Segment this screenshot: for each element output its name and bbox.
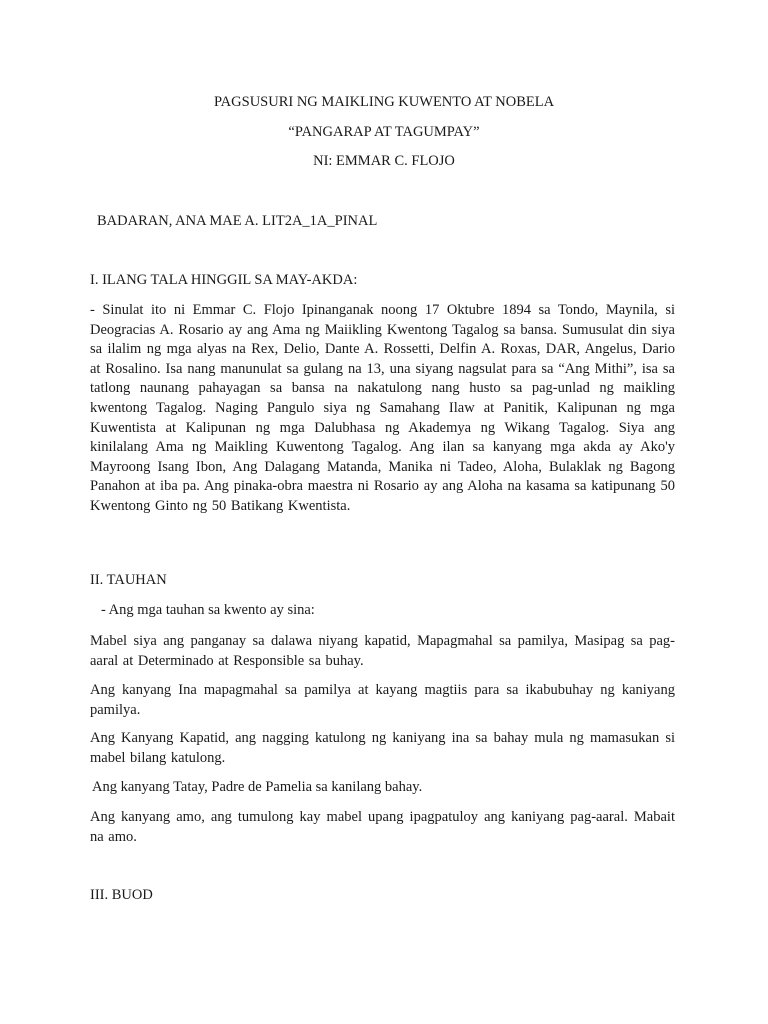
section-heading-characters: II. TAUHAN: [90, 572, 167, 588]
student-line: BADARAN, ANA MAE A. LIT2A_1A_PINAL: [97, 213, 378, 229]
author-notes-paragraph: - Sinulat ito ni Emmar C. Flojo Ipinanganak noong 17 Oktubre 1894 sa Tondo, Maynila, si Deogracias A. Rosario ay ang Ama ng Maiikling Kwentong Tagalog sa bansa. Sumusulat din siya sa ilalim ng mga alyas na Rex, Delio, Dante A. Rossetti, Delfin A. Roxas, DAR, Angelus, Dario at Rosalino. Isa nang manunulat sa gulang na 13, una siyang nagsulat para sa “Ang Mithi”, isa sa tatlong naunang pahayagan sa bansa na nakatulong nang husto sa pag-unlad ng maikling kwentong Tagalog. Naging Pangulo siya ng Samahang Ilaw at Panitik, Kalipunan ng mga Kuwentista at Kalipunan ng mga Dalubhasa ng Akademya ng Wikang Tagalog. Siya ang kinilalang Ama ng Maikling Kuwentong Tagalog. Ang ilan sa kanyang mga akda ay Ako'y Mayroong Isang Ibon, Ang Dalagang Matanda, Manika ni Tadeo, Aloha, Bulaklak ng Bagong Panahon at iba pa. Ang pinaka-obra maestra ni Rosario ay ang Aloha na kasama sa katipunang 50 Kwentong Ginto ng 50 Batikang Kwentista.: [90, 302, 675, 514]
character-paragraph: Ang kanyang amo, ang tumulong kay mabel upang ipagpatuloy ang kaniyang pag-aaral. Mabait na amo.: [90, 809, 675, 845]
story-title: “PANGARAP AT TAGUMPAY”: [288, 124, 480, 140]
section-heading-summary: III. BUOD: [90, 887, 153, 903]
characters-intro: - Ang mga tauhan sa kwento ay sina:: [101, 602, 315, 618]
author-line: NI: EMMAR C. FLOJO: [313, 153, 455, 169]
character-paragraph: Mabel siya ang panganay sa dalawa niyang kapatid, Mapagmahal sa pamilya, Masipag sa pag-aaral at Determinado at Responsible sa buhay.: [90, 633, 675, 669]
document-title: PAGSUSURI NG MAIKLING KUWENTO AT NOBELA: [213, 94, 555, 110]
section-heading-author-notes: I. ILANG TALA HINGGIL SA MAY-AKDA:: [90, 272, 358, 288]
character-paragraph: Ang Kanyang Kapatid, ang nagging katulong ng kaniyang ina sa bahay mula ng mamasukan si mabel bilang katulong.: [90, 730, 675, 766]
character-paragraph: Ang kanyang Tatay, Padre de Pamelia sa kanilang bahay.: [92, 779, 423, 795]
character-paragraph: Ang kanyang Ina mapagmahal sa pamilya at kayang magtiis para sa ikabubuhay ng kaniyang pamilya.: [90, 682, 675, 718]
